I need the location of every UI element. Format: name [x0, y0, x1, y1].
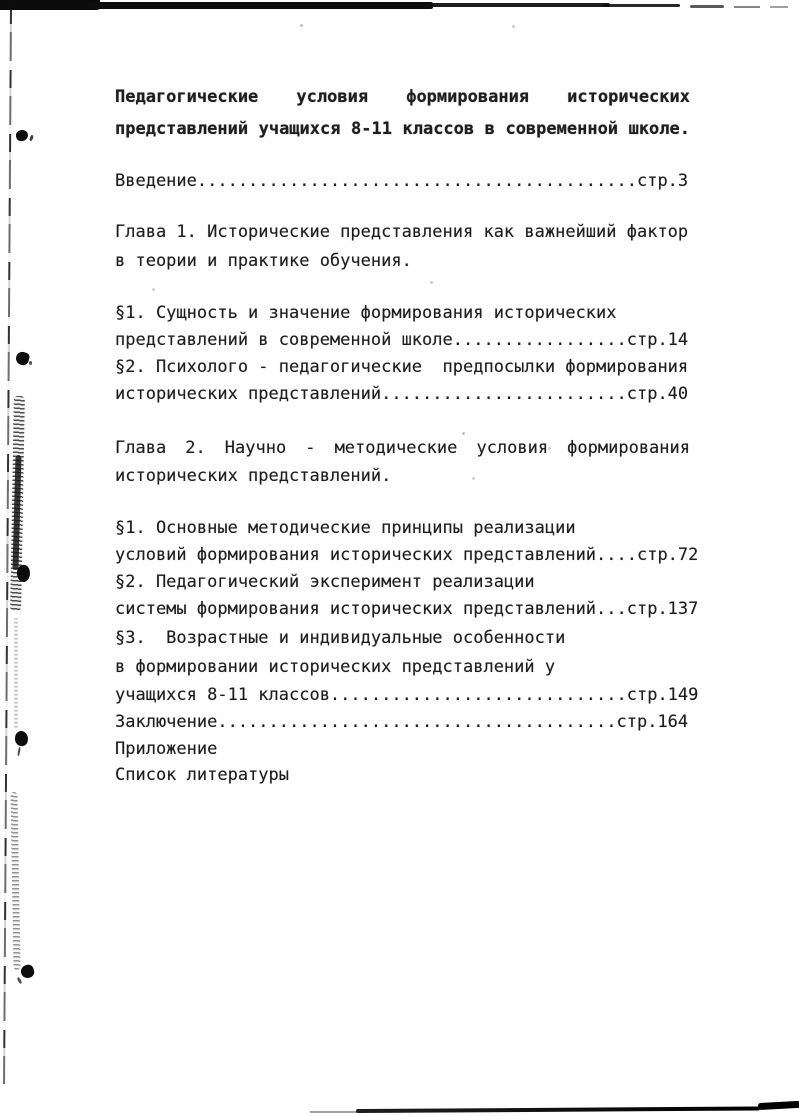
toc-line-5: в теории и практике обучения.: [115, 251, 412, 271]
toc-line-8: §2. Психолого - педагогические предпосылки формирования: [115, 357, 689, 377]
ink-blob-3: [16, 564, 31, 583]
ink-blob-1: [15, 129, 29, 142]
toc-line-20: Приложение: [115, 739, 218, 759]
toc-line-4: Глава 1. Исторические представления как важнейший фактор: [115, 222, 689, 242]
left-margin-smudge-upper: [10, 396, 25, 611]
toc-line-14: §2. Педагогический эксперимент реализации: [115, 572, 535, 592]
toc-line-15: системы формирования исторических представлений...стр.137: [115, 599, 699, 619]
ink-blob-4: [14, 730, 28, 746]
toc-line-19: Заключение.......................................стр.164: [115, 712, 689, 732]
ink-blob-1-tail: [29, 135, 34, 142]
ink-blob-2-tail: [29, 361, 32, 365]
ink-blob-5: [20, 964, 36, 980]
toc-line-2: представлений учащихся 8-11 классов в современной школе.: [115, 119, 690, 139]
ink-blob-2: [15, 351, 31, 367]
toc-line-7: представлений в современной школе.................стр.14: [115, 330, 689, 350]
toc-line-18: учащихся 8-11 классов.............................стр.149: [115, 685, 699, 705]
left-margin-smudge-middle: [14, 618, 18, 730]
left-margin-smudge-core: [12, 455, 21, 570]
scan-left-edge-line: [3, 6, 12, 1084]
toc-line-16: §3. Возрастные и индивидуальные особенности: [115, 628, 566, 648]
ink-blob-5-tail: [17, 977, 23, 985]
toc-line-6: §1. Сущность и значение формирования исторических: [115, 303, 617, 323]
ink-blob-4-tail: [17, 747, 21, 756]
table-of-contents: [115, 0, 699, 1116]
toc-line-12: §1. Основные методические принципы реализации: [115, 518, 576, 538]
toc-line-13: условий формирования исторических представлений....стр.72: [115, 545, 699, 565]
toc-line-3: Введение...........................................стр.3: [115, 171, 689, 191]
toc-line-11: исторических представлений.: [115, 466, 392, 486]
toc-line-1: Педагогические условия формирования исторических: [115, 87, 690, 107]
toc-line-21: Список литературы: [115, 765, 289, 785]
left-margin-smudge-lower: [10, 792, 20, 970]
toc-line-9: исторических представлений........................стр.40: [115, 384, 689, 404]
toc-line-17: в формировании исторических представлений у: [115, 657, 556, 677]
toc-line-10: Глава 2. Научно - методические условия формирования: [115, 438, 690, 458]
